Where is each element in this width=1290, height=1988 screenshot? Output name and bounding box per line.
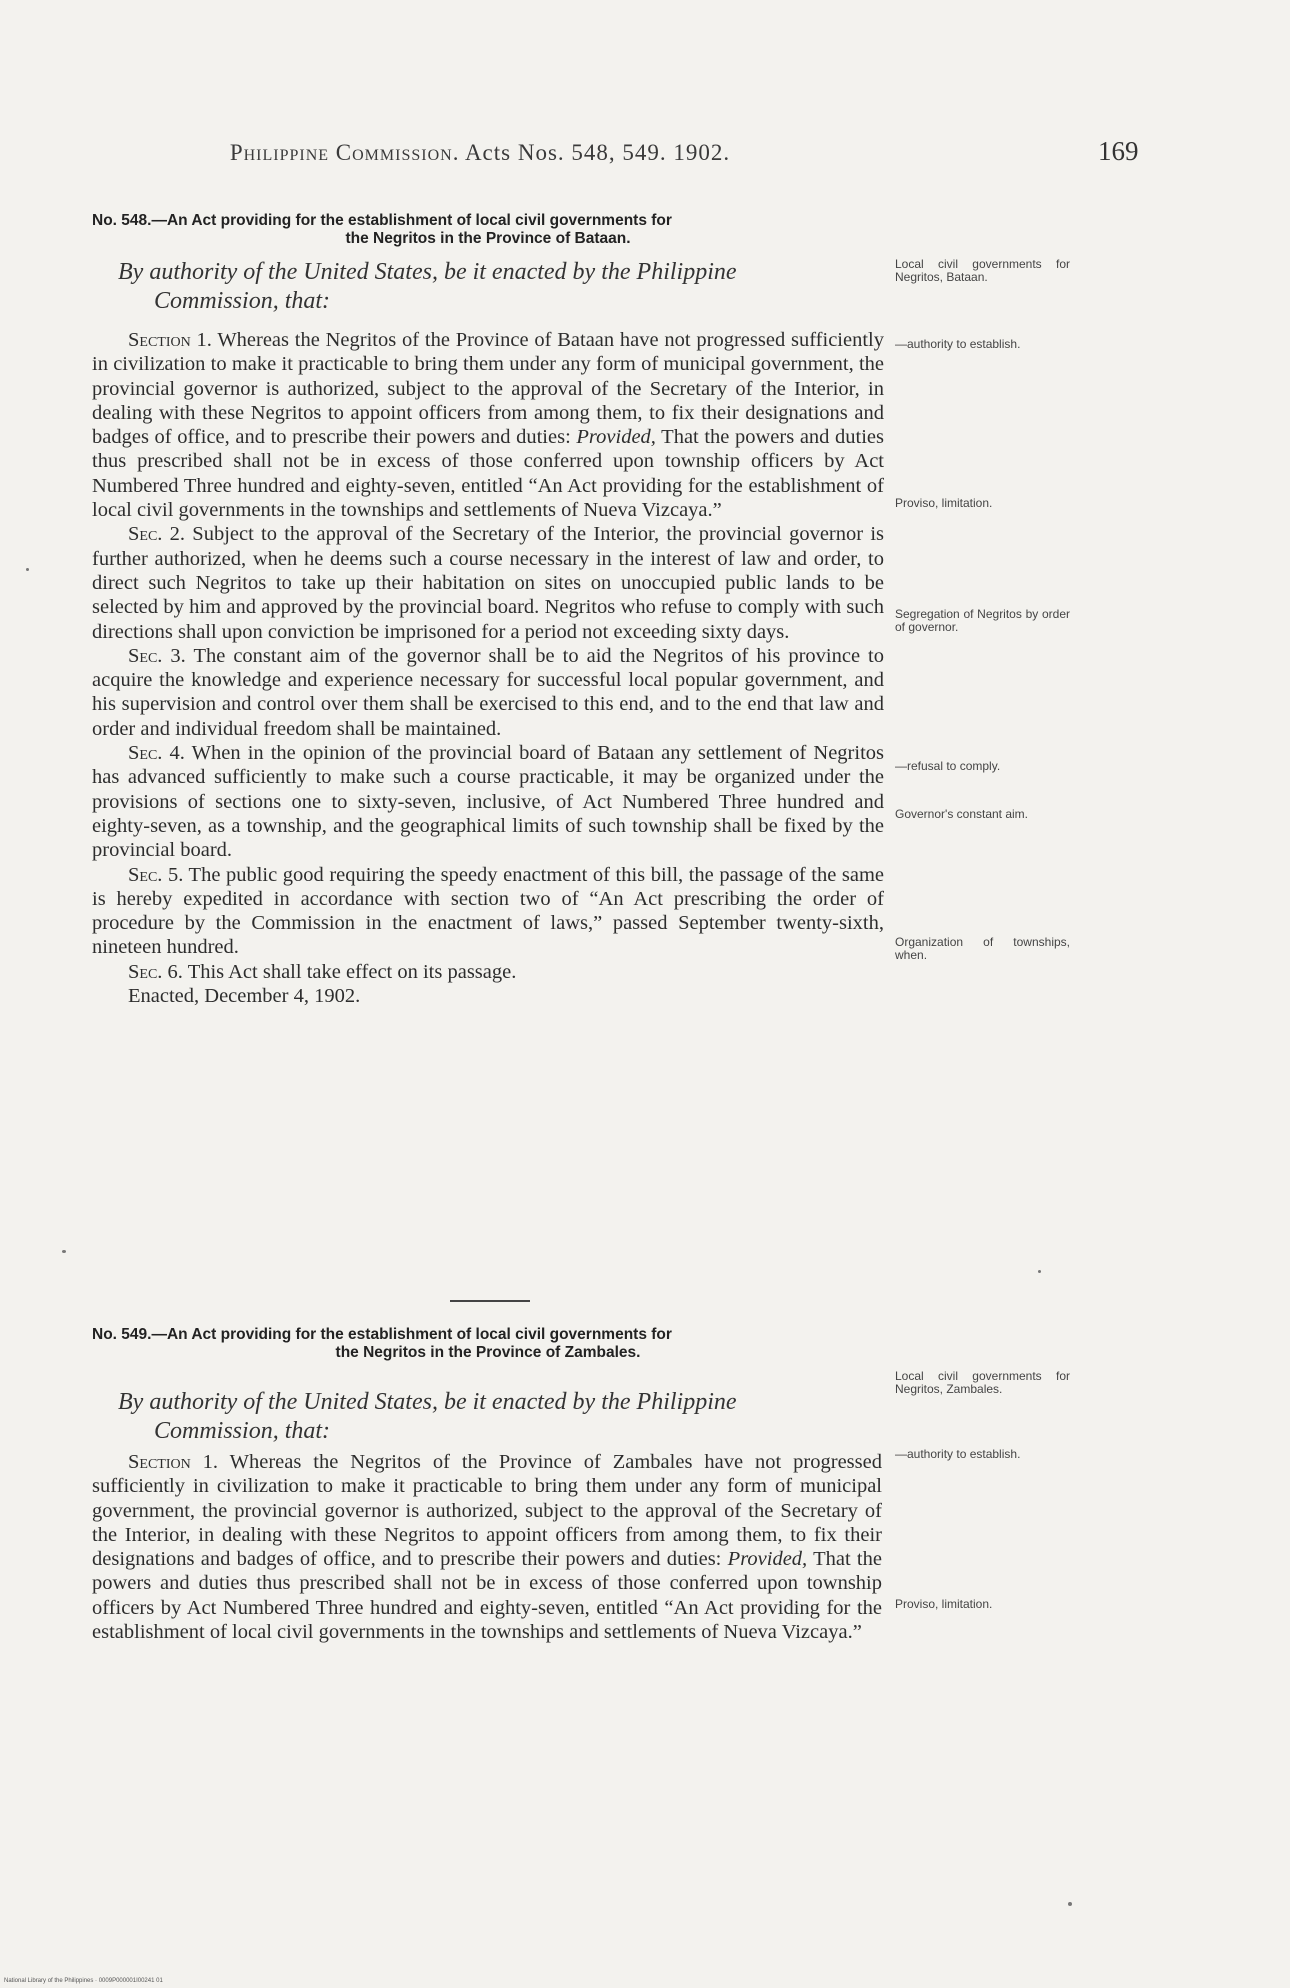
section-label: Section 1. — [128, 329, 212, 351]
section-text: That the powers and duties thus prescribed shall not be in excess of those conferred upon township officers by Act Numbered Three hundred and eighty-seven, entitled “An Act providing for the establishment of local civil governments in the townships and settlements of Nueva Vizcaya.” — [92, 1548, 882, 1644]
act-549-enacting-line2: Commission, that: — [154, 1418, 331, 1444]
section-label: Sec. 3. — [128, 644, 186, 667]
margin-note-authority: —authority to establish. — [895, 1447, 1021, 1461]
running-head-commission: Philippine Commission. — [229, 140, 460, 165]
margin-note-authority: —authority to establish. — [895, 337, 1021, 351]
act-549-heading — [92, 1326, 884, 1362]
section-text: Whereas the Negritos of the Province of Zambales have not progressed sufficiently in civilization to make it practicable to bring them under any form of municipal government, the provincial governor is authorized, subject to the approval of the Secretary of the Interior, in dealing with these Negritos to appoint officers from among them, to fix their designations and badges of office, and to prescribe their powers and duties: — [92, 1451, 882, 1571]
section-text: The constant aim of the governor shall be to aid the Negritos of his province to acquire the knowledge and experience necessary for successful local popular government, and his supervision and control over them shall be exercised to this end, and to the end that law and order and individual freedom shall be maintained. — [92, 644, 884, 740]
scan-speck — [1038, 1270, 1041, 1273]
act-548-enacting-line1: By authority of the United States, be it enacted by the Philippine — [118, 259, 737, 285]
act-548-section-5 — [92, 863, 884, 960]
section-text: When in the opinion of the provincial board of Bataan any settlement of Negritos has advanced sufficiently to make such a course practicable, it may be organized under the provisions of sections one to sixty-seven, inclusive, of Act Numbered Three hundred and eighty-seven, as a township, and the geographical limits of such township shall be fixed by the provincial board. — [92, 742, 884, 862]
running-head-acts: Acts Nos. 548, 549. 1902. — [464, 140, 731, 165]
act-549-enacting-clause — [118, 1388, 883, 1446]
section-label: Sec. 6. — [128, 960, 183, 983]
section-label: Sec. 4. — [128, 742, 185, 765]
section-text: Whereas the Negritos of the Province of Bataan have not progressed sufficiently in civilization to make it practicable to bring them under any form of municipal government, the provincial governor is authorized, subject to the approval of the Secretary of the Interior, in dealing with these Negritos to appoint officers from among them, to fix their designations and badges of office, and to prescribe their powers and duties: — [92, 329, 884, 449]
scan-speck — [1068, 1902, 1072, 1906]
act-548-heading — [92, 212, 884, 248]
section-text: The public good requiring the speedy enactment of this bill, the passage of the same is hereby expedited in accordance with section two of “An Act prescribing the order of procedure by the Commission in the enactment of laws,” passed September twenty-sixth, nineteen hundred. — [92, 863, 884, 959]
margin-note-segregation: Segregation of Negritos by order of governor. — [895, 607, 1070, 634]
act-548-section-1 — [92, 328, 884, 522]
section-label: Sec. 5. — [128, 863, 184, 886]
margin-note-local-govt-zambales: Local civil governments for Negritos, Zambales. — [895, 1369, 1070, 1396]
act-548-body — [92, 328, 884, 1008]
scan-speck — [62, 1250, 66, 1253]
section-text: Subject to the approval of the Secretary of the Interior, the provincial governor is further authorized, when he deems such a course necessary in the interest of law and order, to direct such Negritos to take up their habitation on sites on unoccupied public lands to be selected by him and approved by the provincial board. Negritos who refuse to comply with such directions shall upon conviction be imprisoned for a period not exceeding sixty days. — [92, 523, 884, 643]
act-548-enacting-line2: Commission, that: — [154, 288, 331, 314]
act-548-heading-line2: the Negritos in the Province of Bataan. — [345, 230, 631, 247]
act-548-section-3 — [92, 644, 884, 741]
act-549-enacting-line1: By authority of the United States, be it enacted by the Philippine — [118, 1389, 737, 1415]
margin-note-local-govt-bataan: Local civil governments for Negritos, Bataan. — [895, 257, 1070, 284]
section-label: Sec. 2. — [128, 523, 186, 546]
section-label: Section 1. — [128, 1451, 219, 1473]
margin-note-organization: Organization of townships, when. — [895, 935, 1070, 962]
act-548-enacted-date: Enacted, December 4, 1902. — [128, 985, 361, 1008]
act-548-heading-line1: No. 548.—An Act providing for the establishment of local civil governments for — [92, 212, 672, 229]
act-549-heading-line1: No. 549.—An Act providing for the establishment of local civil governments for — [92, 1326, 672, 1343]
section-divider — [450, 1300, 530, 1302]
section-text: That the powers and duties thus prescribed shall not be in excess of those conferred upon township officers by Act Numbered Three hundred and eighty-seven, entitled “An Act providing for the establishment of local civil governments in the townships and settlements of Nueva Vizcaya.” — [92, 426, 885, 522]
act-548-section-2 — [92, 522, 884, 643]
page-number: 169 — [1098, 136, 1139, 166]
act-548-section-4 — [92, 741, 884, 862]
margin-note-refusal: —refusal to comply. — [895, 759, 1001, 773]
margin-note-governors-aim: Governor's constant aim. — [895, 807, 1029, 821]
section-text: This Act shall take effect on its passage. — [187, 960, 517, 983]
act-549-body — [92, 1450, 882, 1644]
running-head — [140, 140, 820, 166]
act-548-enacting-clause — [118, 258, 883, 316]
provided-keyword: Provided, — [727, 1548, 808, 1571]
library-stamp: National Library of the Philippines · 0009P000001I00241 01 — [4, 1978, 163, 1984]
act-548-section-6 — [92, 960, 884, 984]
scan-speck — [26, 568, 29, 571]
margin-note-proviso: Proviso, limitation. — [895, 1597, 993, 1611]
provided-keyword: Provided, — [576, 426, 656, 449]
margin-note-proviso: Proviso, limitation. — [895, 496, 993, 510]
act-549-heading-line2: the Negritos in the Province of Zambales. — [335, 1344, 641, 1361]
act-549-section-1 — [92, 1450, 882, 1644]
